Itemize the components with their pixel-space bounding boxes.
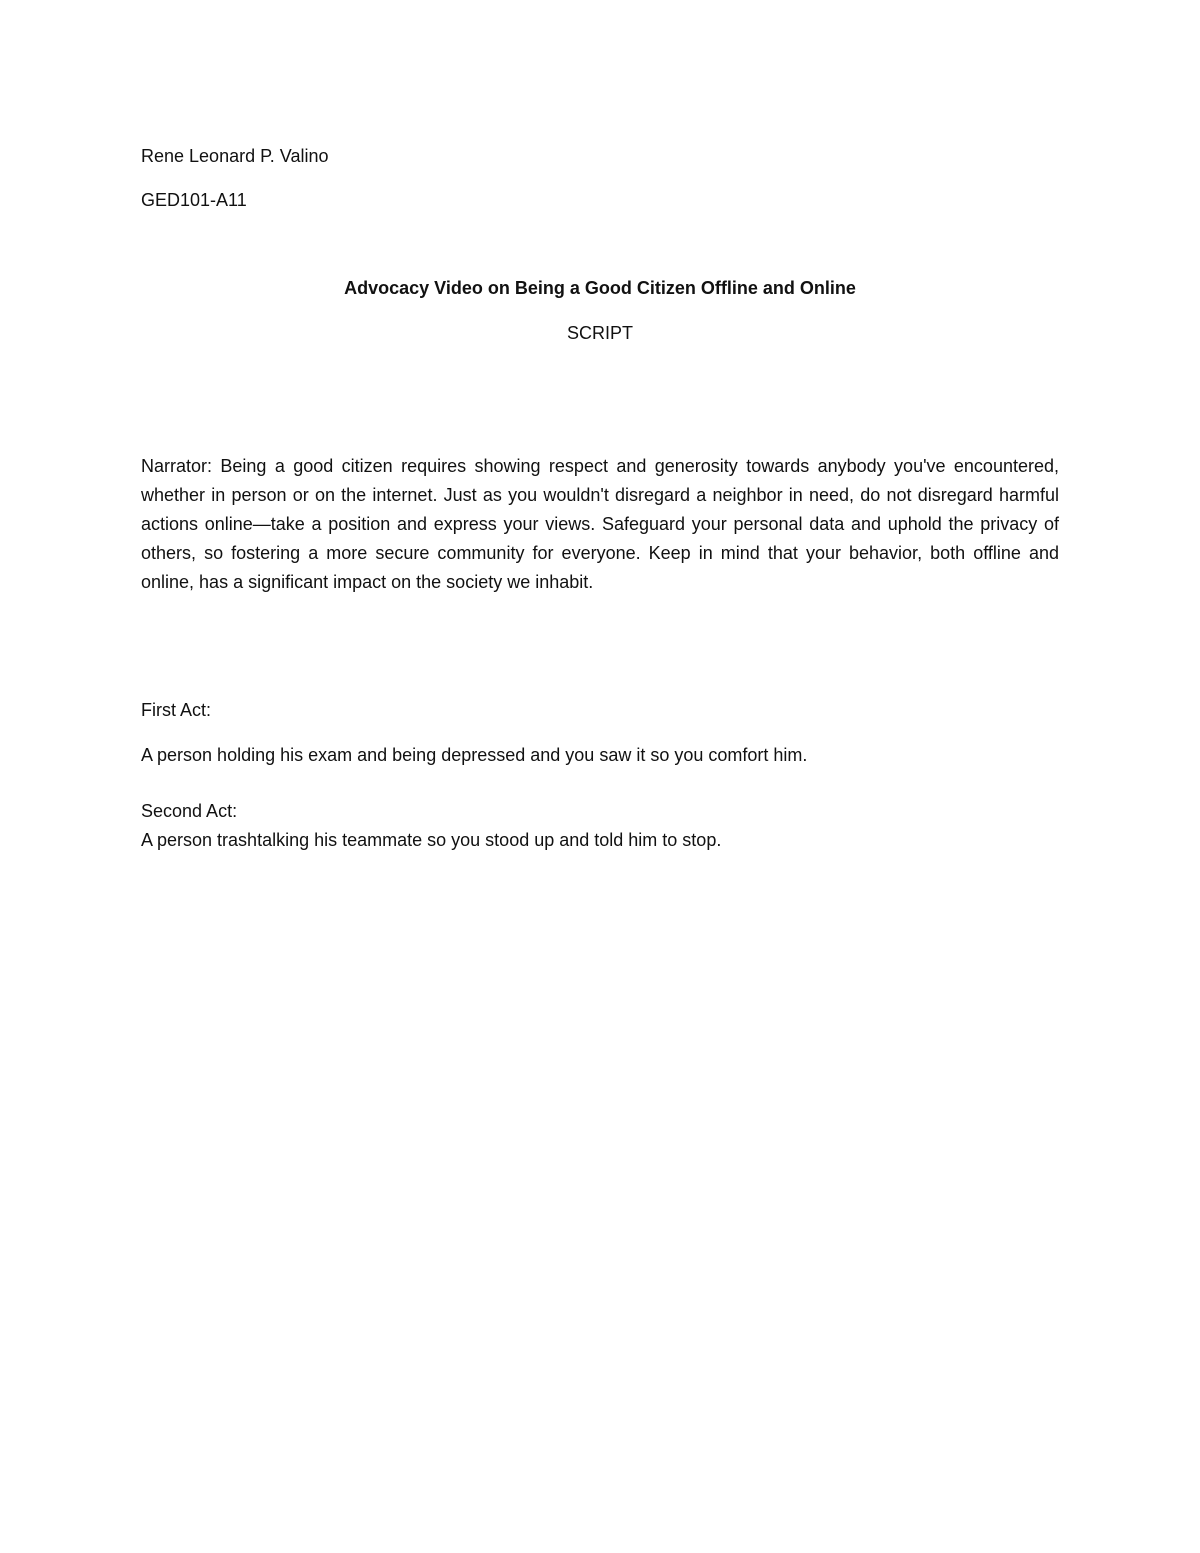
first-act-text: A person holding his exam and being depressed and you saw it so you comfort him. [141,745,808,765]
author-name: Rene Leonard P. Valino [141,146,329,166]
narrator-paragraph: Narrator: Being a good citizen requires showing respect and generosity towards anybody you've encountered, whether in person or on the internet. Just as you wouldn't disregard a neighbor in need, do not disregard harmful actions online—take a position and express your views. Safeguard your personal data and uphold the privacy of others, so fostering a more secure community for everyone. Keep in mind that your behavior, both offline and online, has a significant impact on the society we inhabit. [141,456,1059,592]
document-subtitle: SCRIPT [566,323,633,343]
course-code: GED101-A11 [141,190,247,210]
second-act-text: A person trashtalking his teammate so you stood up and told him to stop. [141,830,722,850]
first-act-heading: First Act: [141,700,212,720]
document-title: Advocacy Video on Being a Good Citizen Offline and Online [344,278,856,298]
second-act-heading: Second Act: [141,801,238,821]
